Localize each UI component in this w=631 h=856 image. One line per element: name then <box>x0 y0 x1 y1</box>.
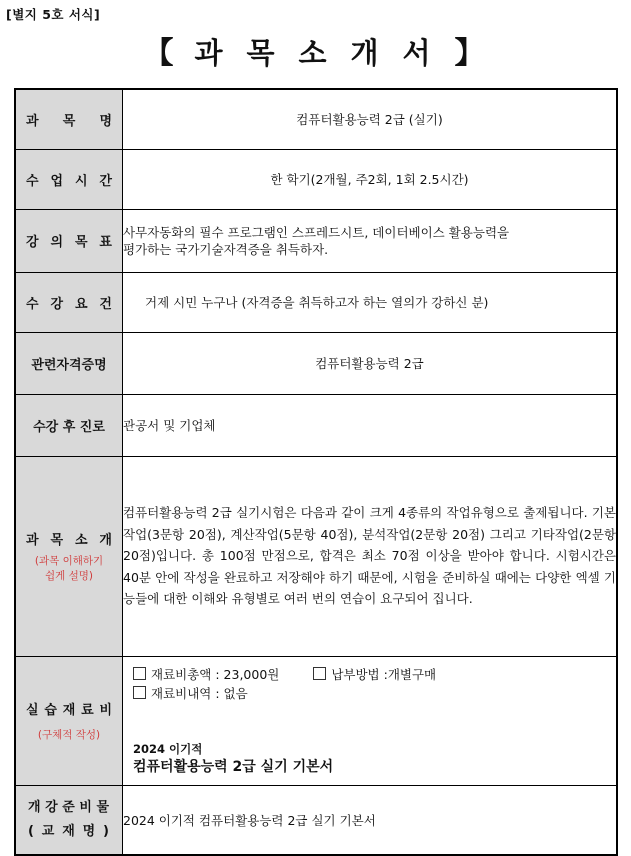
title-open-bracket: 【 <box>143 36 177 71</box>
requirements-label <box>15 272 123 332</box>
label-char: 간 <box>99 173 112 189</box>
spread-label <box>16 293 122 312</box>
intro-sublabel <box>16 554 122 584</box>
certificate-value: 컴퓨터활용능력 2급 <box>123 332 618 394</box>
spread-label <box>16 796 122 820</box>
row-subject-name <box>15 89 617 149</box>
career-value: 관공서 및 기업체 <box>123 394 618 456</box>
intro-sublabel-line-1: (과목 이해하기 <box>34 554 104 567</box>
row-intro <box>15 456 617 656</box>
lecture-goal-line-2: 평가하는 국가기술자격증을 취득하자. <box>123 241 329 257</box>
title-close-bracket: 】 <box>454 36 488 71</box>
label-char: 명 <box>99 113 112 129</box>
label-char: 건 <box>99 296 112 312</box>
page-title <box>0 28 631 72</box>
label-char: ( <box>28 823 35 839</box>
materials-detail-line <box>133 684 436 703</box>
label-char: 준 <box>62 799 76 815</box>
textbook-value: 2024 이기적 컴퓨터활용능력 2급 실기 기본서 <box>123 785 618 855</box>
label-char: 명 <box>82 823 97 839</box>
label-char: 개 <box>28 799 42 815</box>
payment-method-checkbox[interactable] <box>313 667 326 680</box>
class-hours-label <box>15 149 123 209</box>
row-certificate <box>15 332 617 394</box>
label-char: 료 <box>81 702 94 718</box>
materials-fee-line <box>133 665 436 684</box>
spread-label <box>16 170 122 189</box>
subject-name-label <box>15 89 123 149</box>
course-form-table <box>14 88 618 856</box>
materials-label <box>15 656 123 785</box>
label-char: ) <box>103 823 110 839</box>
spread-label <box>16 699 122 718</box>
label-char: 습 <box>44 702 57 718</box>
payment-method-text: 납부방법 :개별구매 <box>331 666 437 682</box>
book-author: 2024 이기적 <box>133 741 203 756</box>
intro-sublabel-line-2: 쉽게 설명) <box>44 569 93 582</box>
lecture-goal-line-1: 사무자동화의 필수 프로그램인 스프레드시트, 데이터베이스 활용능력을 <box>123 224 510 240</box>
label-char: 비 <box>99 702 112 718</box>
label-char: 재 <box>62 823 76 839</box>
label-char: 물 <box>96 799 110 815</box>
row-career <box>15 394 617 456</box>
label-char: 강 <box>50 296 64 312</box>
label-char: 목 <box>74 235 88 250</box>
label-char: 강 <box>45 799 59 815</box>
title-text: 과목소개서 <box>194 36 455 70</box>
row-materials <box>15 656 617 785</box>
fee-total-text: 재료비총액 : 23,000원 <box>151 666 280 682</box>
label-char: 재 <box>62 702 76 718</box>
fee-detail-text: 재료비내역 : 없음 <box>151 685 248 701</box>
label-char: 강 <box>26 235 39 250</box>
materials-fee-block <box>133 665 436 703</box>
row-lecture-goal <box>15 209 617 272</box>
label-char: 요 <box>74 296 88 312</box>
lecture-goal-value <box>123 209 618 272</box>
spread-label <box>16 231 122 250</box>
label-char: 목 <box>50 532 64 548</box>
requirements-value: 거제 시민 누구나 (자격증을 취득하고자 하는 열의가 강하신 분) <box>123 272 618 332</box>
label-char: 과 <box>26 532 39 548</box>
label-char: 업 <box>50 173 64 189</box>
row-requirements <box>15 272 617 332</box>
lecture-goal-label <box>15 209 123 272</box>
label-char: 교 <box>41 823 56 839</box>
row-class-hours <box>15 149 617 209</box>
label-char: 과 <box>26 113 39 129</box>
fee-total-checkbox[interactable] <box>133 667 146 680</box>
materials-value <box>123 656 618 785</box>
class-hours-value: 한 학기(2개월, 주2회, 1회 2.5시간) <box>123 149 618 209</box>
intro-text: 컴퓨터활용능력 2급 실기시험은 다음과 같이 크게 4종류의 작업유형으로 출제됩니다. 기본작업(3문항 20점), 계산작업(5문항 40점), 분석작업(2문항 20점) 그리고 기타작업(2문항 20점)입니다. 총 100점 만점으로, 합격은 최소 70점 이상을 받아야 합니다. 시험시간은 40분 안에 작성을 완료하고 저장해야 하기 때문에, 시험을 준비하실 때에는 다양한 엑셀 기능들에 대한 이해와 유형별로 여러 번의 연습이 요구되어 집니다. <box>123 456 618 656</box>
label-char: 시 <box>74 173 88 189</box>
intro-label <box>15 456 123 656</box>
label-char: 표 <box>99 235 112 250</box>
label-char: 실 <box>26 702 39 718</box>
label-char: 목 <box>62 113 76 129</box>
form-number-tag: [별지 5호 서식] <box>6 7 101 22</box>
fee-detail-checkbox[interactable] <box>133 686 146 699</box>
label-char: 비 <box>79 799 93 815</box>
spread-label <box>16 110 122 129</box>
career-label: 수강 후 진로 <box>15 394 123 456</box>
label-char: 수 <box>26 173 39 189</box>
label-char: 수 <box>26 296 39 312</box>
label-char: 소 <box>74 532 88 548</box>
certificate-label: 관련자격증명 <box>15 332 123 394</box>
materials-sublabel: (구체적 작성) <box>37 728 101 741</box>
spread-label <box>16 529 122 548</box>
subject-name-value: 컴퓨터활용능력 2급 (실기) <box>123 89 618 149</box>
label-char: 의 <box>50 235 64 250</box>
book-title: 컴퓨터활용능력 2급 실기 기본서 <box>133 758 334 775</box>
label-char: 개 <box>99 532 112 548</box>
materials-book <box>133 741 333 777</box>
spread-label <box>16 820 122 844</box>
